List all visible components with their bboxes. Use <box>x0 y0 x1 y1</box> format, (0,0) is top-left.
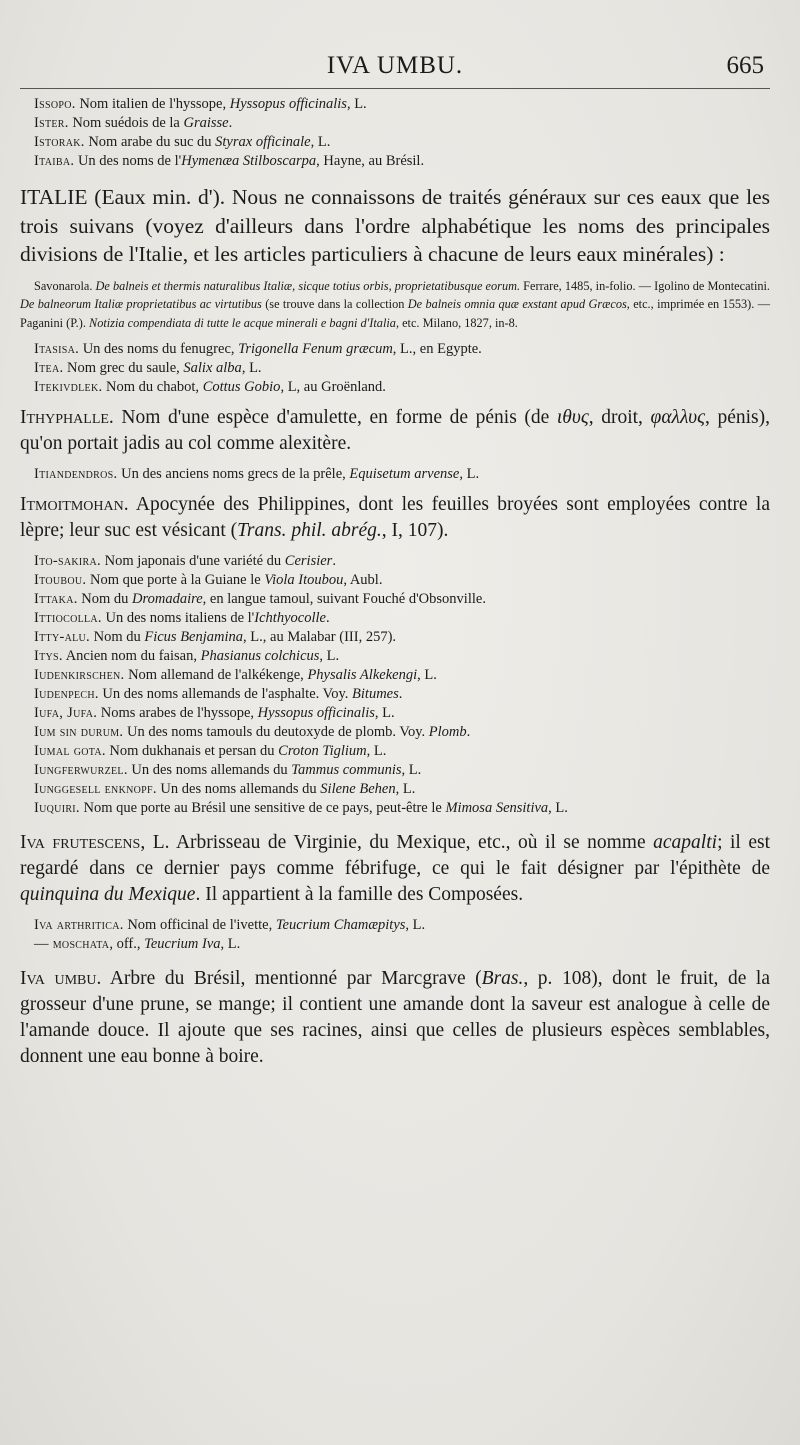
dictionary-entry <box>34 590 770 609</box>
entry-text: , L. <box>310 134 331 150</box>
entry-text: Un des noms allemands de l'asphalte. Voy. <box>102 686 353 702</box>
entry-text: . <box>466 724 471 740</box>
entry-text: Nom allemand de l'alkékenge, <box>128 667 308 683</box>
entry-italic: Phasianus colchicus <box>200 648 320 664</box>
headword: Iungferwurzel. <box>34 762 128 778</box>
dictionary-entry <box>34 704 770 723</box>
entry-italic: Ficus Benjamina <box>144 629 244 645</box>
headword: Ium sin durum. <box>34 724 124 740</box>
biblio-text: (se trouve dans la collection <box>261 297 408 311</box>
entry-text: , L. <box>459 466 480 482</box>
entry-text: Arbre du Brésil, mentionné par Marcgrave ( <box>101 968 482 989</box>
entry-text: Un des noms tamouls du deutoxyde de plomb. Voy. <box>126 724 429 740</box>
entry-text: Un des noms allemands du <box>160 781 321 797</box>
entry-italic: Hyssopus officinalis <box>257 705 375 721</box>
entry-text: Un des noms de l' <box>77 153 182 169</box>
entry-text: Nom que porte au Brésil une sensitive de ce pays, peut-être le <box>83 800 446 816</box>
dictionary-entry <box>34 152 770 171</box>
entry-text: . <box>332 553 336 569</box>
headword: Ittiocolla. <box>34 610 102 626</box>
entry-text: Un des anciens noms grecs de la prêle, <box>121 466 350 482</box>
entry-italic: Bitumes <box>352 686 399 702</box>
entry-iva-arthritica <box>34 916 770 935</box>
entry-text: , L. <box>366 743 387 759</box>
headword: Ito-sakira. <box>34 553 101 569</box>
biblio-title: De balneis et thermis naturalibus Italiæ, sicque totius orbis, proprietatibusque eorum. <box>95 278 521 293</box>
entry-text: Nom suédois de la <box>72 115 184 131</box>
entry-itiandendros <box>34 465 770 484</box>
entry-itmoitmohan <box>20 492 770 544</box>
entry-list-mid <box>20 340 770 397</box>
entry-text: (Eaux min. d'). Nous ne connaissons de traités généraux sur ces eaux que les trois suivans (voyez d'ailleurs dans l'ordre alphabétique les noms des principales divisions de l'Italie, et les articles particuliers à chacune de leurs eaux minérales) : <box>20 185 771 266</box>
dictionary-entry <box>34 647 770 666</box>
dictionary-entry <box>34 359 770 378</box>
biblio-text: Ferrare, 1485, in-folio. — Igolino de Montecatini. <box>520 278 770 293</box>
entry-italic: quinquina du Mexique <box>20 884 196 905</box>
entry-text: , L. <box>346 96 367 112</box>
entry-text: . <box>325 610 330 626</box>
entry-text: , L, au Groënland. <box>280 379 386 395</box>
entry-text: , pénis), qu'on portait jadis au col comme alexitère. <box>20 407 770 454</box>
headword: Itea. <box>34 360 64 376</box>
entry-text: Nom du <box>81 591 133 607</box>
entry-text: Nom que porte à la Guiane le <box>89 572 265 588</box>
entry-ithyphalle <box>20 405 770 457</box>
headword: Itys. <box>34 648 63 664</box>
headword: Ittaka. <box>34 591 78 607</box>
greek-word: φαλλυς <box>650 407 705 428</box>
headword: Itty-alu. <box>34 629 90 645</box>
entry-italie <box>20 183 770 269</box>
dictionary-entry <box>34 723 770 742</box>
headword: Itmoitmohan. <box>20 494 129 515</box>
page-number: 665 <box>726 52 764 79</box>
entry-italic: Salix alba <box>183 360 242 376</box>
entry-list-top <box>20 95 770 171</box>
entry-text: , L. <box>241 360 262 376</box>
headword: — moschata <box>34 936 110 952</box>
headword: Istorak. <box>34 134 85 150</box>
dictionary-entry <box>34 609 770 628</box>
entry-italic: Bras. <box>481 968 524 989</box>
entry-text: Nom d'une espèce d'amulette, en forme de pénis (de <box>113 407 557 428</box>
entry-text: , p. 108), dont le fruit, de la grosseur d'une prune, se mange; il contient une amande dont la saveur est analogue à celle de l'amande douce. Il ajoute que ses racines, ainsi que celles de plusieurs espèces semblables, donnent une eau bonne à boire. <box>20 968 770 1067</box>
headword: Iva frutescens <box>20 832 141 853</box>
page-header <box>20 52 770 89</box>
biblio-title: De balneorum Italiæ proprietatibus ac virtutibus <box>20 297 262 311</box>
entry-text: , L. <box>401 762 422 778</box>
headword: Iva arthritica. <box>34 917 124 933</box>
entry-list-low <box>20 552 770 818</box>
dictionary-entry <box>34 552 770 571</box>
dictionary-entry <box>34 571 770 590</box>
dictionary-entry <box>34 628 770 647</box>
dictionary-entry <box>34 95 770 114</box>
entry-italic: Plomb <box>428 724 467 740</box>
entry-italic: Mimosa Sensitiva <box>445 800 549 816</box>
headword: Iva umbu. <box>20 968 102 989</box>
entry-text: Nom dukhanais et persan du <box>109 743 279 759</box>
dictionary-entry <box>34 685 770 704</box>
entry-text: Un des noms du fenugrec, <box>82 341 239 357</box>
entry-text: Nom arabe du suc du <box>88 134 216 150</box>
entry-italic: Ichthyocolle <box>254 610 326 626</box>
dictionary-entry <box>34 761 770 780</box>
biblio-text: Savonarola. <box>34 278 96 293</box>
dictionary-entry <box>34 133 770 152</box>
entry-text: , Hayne, au Brésil. <box>316 153 425 169</box>
entry-text: Nom officinal de l'ivette, <box>127 917 276 933</box>
entry-text: , Aubl. <box>343 572 383 588</box>
entry-text: Nom grec du saule, <box>67 360 184 376</box>
biblio-text: , etc., imprimée en 1553). — Paganini (P.). <box>20 297 770 330</box>
headword: Iudenpech. <box>34 686 99 702</box>
entry-italic: Graisse <box>183 115 229 131</box>
dictionary-entry <box>34 742 770 761</box>
entry-italic: Styrax officinale <box>215 134 311 150</box>
entry-italic: Croton Tiglium <box>278 743 367 759</box>
entry-text: , L., au Malabar (III, 257). <box>243 629 397 645</box>
entry-text: Nom italien de l'hyssope, <box>79 96 230 112</box>
dictionary-entry <box>34 799 770 818</box>
headword: Ithyphalle. <box>20 407 114 428</box>
entry-italic: Viola Itoubou <box>264 572 344 588</box>
entry-iva-frutescens <box>20 830 770 908</box>
entry-text: . <box>228 115 233 131</box>
dictionary-entry <box>34 666 770 685</box>
entry-italic: Cottus Gobio <box>202 379 281 395</box>
entry-text: , L. Arbrisseau de Virginie, du Mexique, etc., où il se nomme <box>140 832 654 853</box>
entry-text: , L., en Egypte. <box>392 341 482 357</box>
entry-text: Apocynée des Philippines, dont les feuilles broyées sont employées contre la lèpre; leur suc est vésicant ( <box>20 494 770 541</box>
entry-italic: Dromadaire <box>132 591 203 607</box>
entry-text: . Il appartient à la famille des Composées. <box>195 884 524 905</box>
headword: Itiandendros. <box>34 466 118 482</box>
headword: Itasisa. <box>34 341 80 357</box>
entry-text: , off., <box>109 936 145 952</box>
entry-italic: Trigonella Fenum græcum <box>238 341 393 357</box>
entry-italic: Silene Behen <box>320 781 396 797</box>
headword: Issopo. <box>34 96 76 112</box>
greek-word: ιθυς <box>556 407 589 428</box>
entry-italic: Teucrium Iva <box>144 936 221 952</box>
entry-text: Nom du <box>93 629 145 645</box>
headword: Iumal gota. <box>34 743 106 759</box>
headword: Iudenkirschen. <box>34 667 125 683</box>
headword: Itoubou. <box>34 572 87 588</box>
entry-text: , L. <box>405 917 426 933</box>
headword: ITALIE <box>20 185 88 209</box>
headword: Iuquiri. <box>34 800 80 816</box>
biblio-title: De balneis omnia quæ exstant apud Græcos <box>407 297 627 311</box>
entry-text: Un des noms italiens de l' <box>105 610 255 626</box>
dictionary-entry <box>34 780 770 799</box>
bibliography <box>20 277 770 333</box>
headword: Itekivdlek. <box>34 379 103 395</box>
biblio-title: Notizia compendiata di tutte le acque minerali e bagni d'Italia <box>89 315 396 330</box>
entry-iva-moschata <box>34 935 770 954</box>
entry-text: , L. <box>395 781 416 797</box>
entry-text: , en langue tamoul, suivant Fouché d'Obsonville. <box>202 591 486 607</box>
entry-text: Nom du chabot, <box>106 379 203 395</box>
headword: Ister. <box>34 115 69 131</box>
entry-text: Noms arabes de l'hyssope, <box>100 705 258 721</box>
dictionary-entry <box>34 340 770 359</box>
entry-italic: Physalis Alkekengi <box>307 667 418 683</box>
entry-text: , L. <box>220 936 241 952</box>
entry-italic: Trans. phil. abrég. <box>237 520 382 541</box>
biblio-text: , etc. Milano, 1827, in-8. <box>395 315 518 330</box>
entry-italic: Hyssopus officinalis <box>229 96 347 112</box>
entry-text: , L. <box>319 648 340 664</box>
headword: Itaiba. <box>34 153 75 169</box>
entry-text: , L. <box>374 705 395 721</box>
entry-text: Ancien nom du faisan, <box>65 648 201 664</box>
headword: Iunggesell enknopf. <box>34 781 157 797</box>
entry-italic: Equisetum arvense <box>349 466 460 482</box>
running-title: IVA UMBU. <box>326 52 464 79</box>
entry-text: , droit, <box>588 407 651 428</box>
entry-text: Un des noms allemands du <box>131 762 292 778</box>
dictionary-entry <box>34 114 770 133</box>
entry-italic: Hymenæa Stilboscarpa <box>181 153 317 169</box>
entry-iva-umbu <box>20 966 770 1070</box>
entry-text: , L. <box>548 800 568 816</box>
entry-text: Nom japonais d'une variété du <box>104 553 285 569</box>
entry-italic: Teucrium Chamæpitys <box>275 917 406 933</box>
entry-italic: Cerisier <box>284 553 333 569</box>
dictionary-entry <box>34 378 770 397</box>
entry-text: ; il est regardé dans ce dernier pays comme fébrifuge, ce qui le fait désigner par l'épithète de <box>20 832 771 879</box>
entry-text: , I, 107). <box>381 520 449 541</box>
headword: Iufa, Jufa. <box>34 705 98 721</box>
entry-italic: Tammus communis <box>291 762 402 778</box>
entry-text: , L. <box>417 667 437 683</box>
entry-italic: acapalti <box>653 832 718 853</box>
entry-text: . <box>398 686 403 702</box>
